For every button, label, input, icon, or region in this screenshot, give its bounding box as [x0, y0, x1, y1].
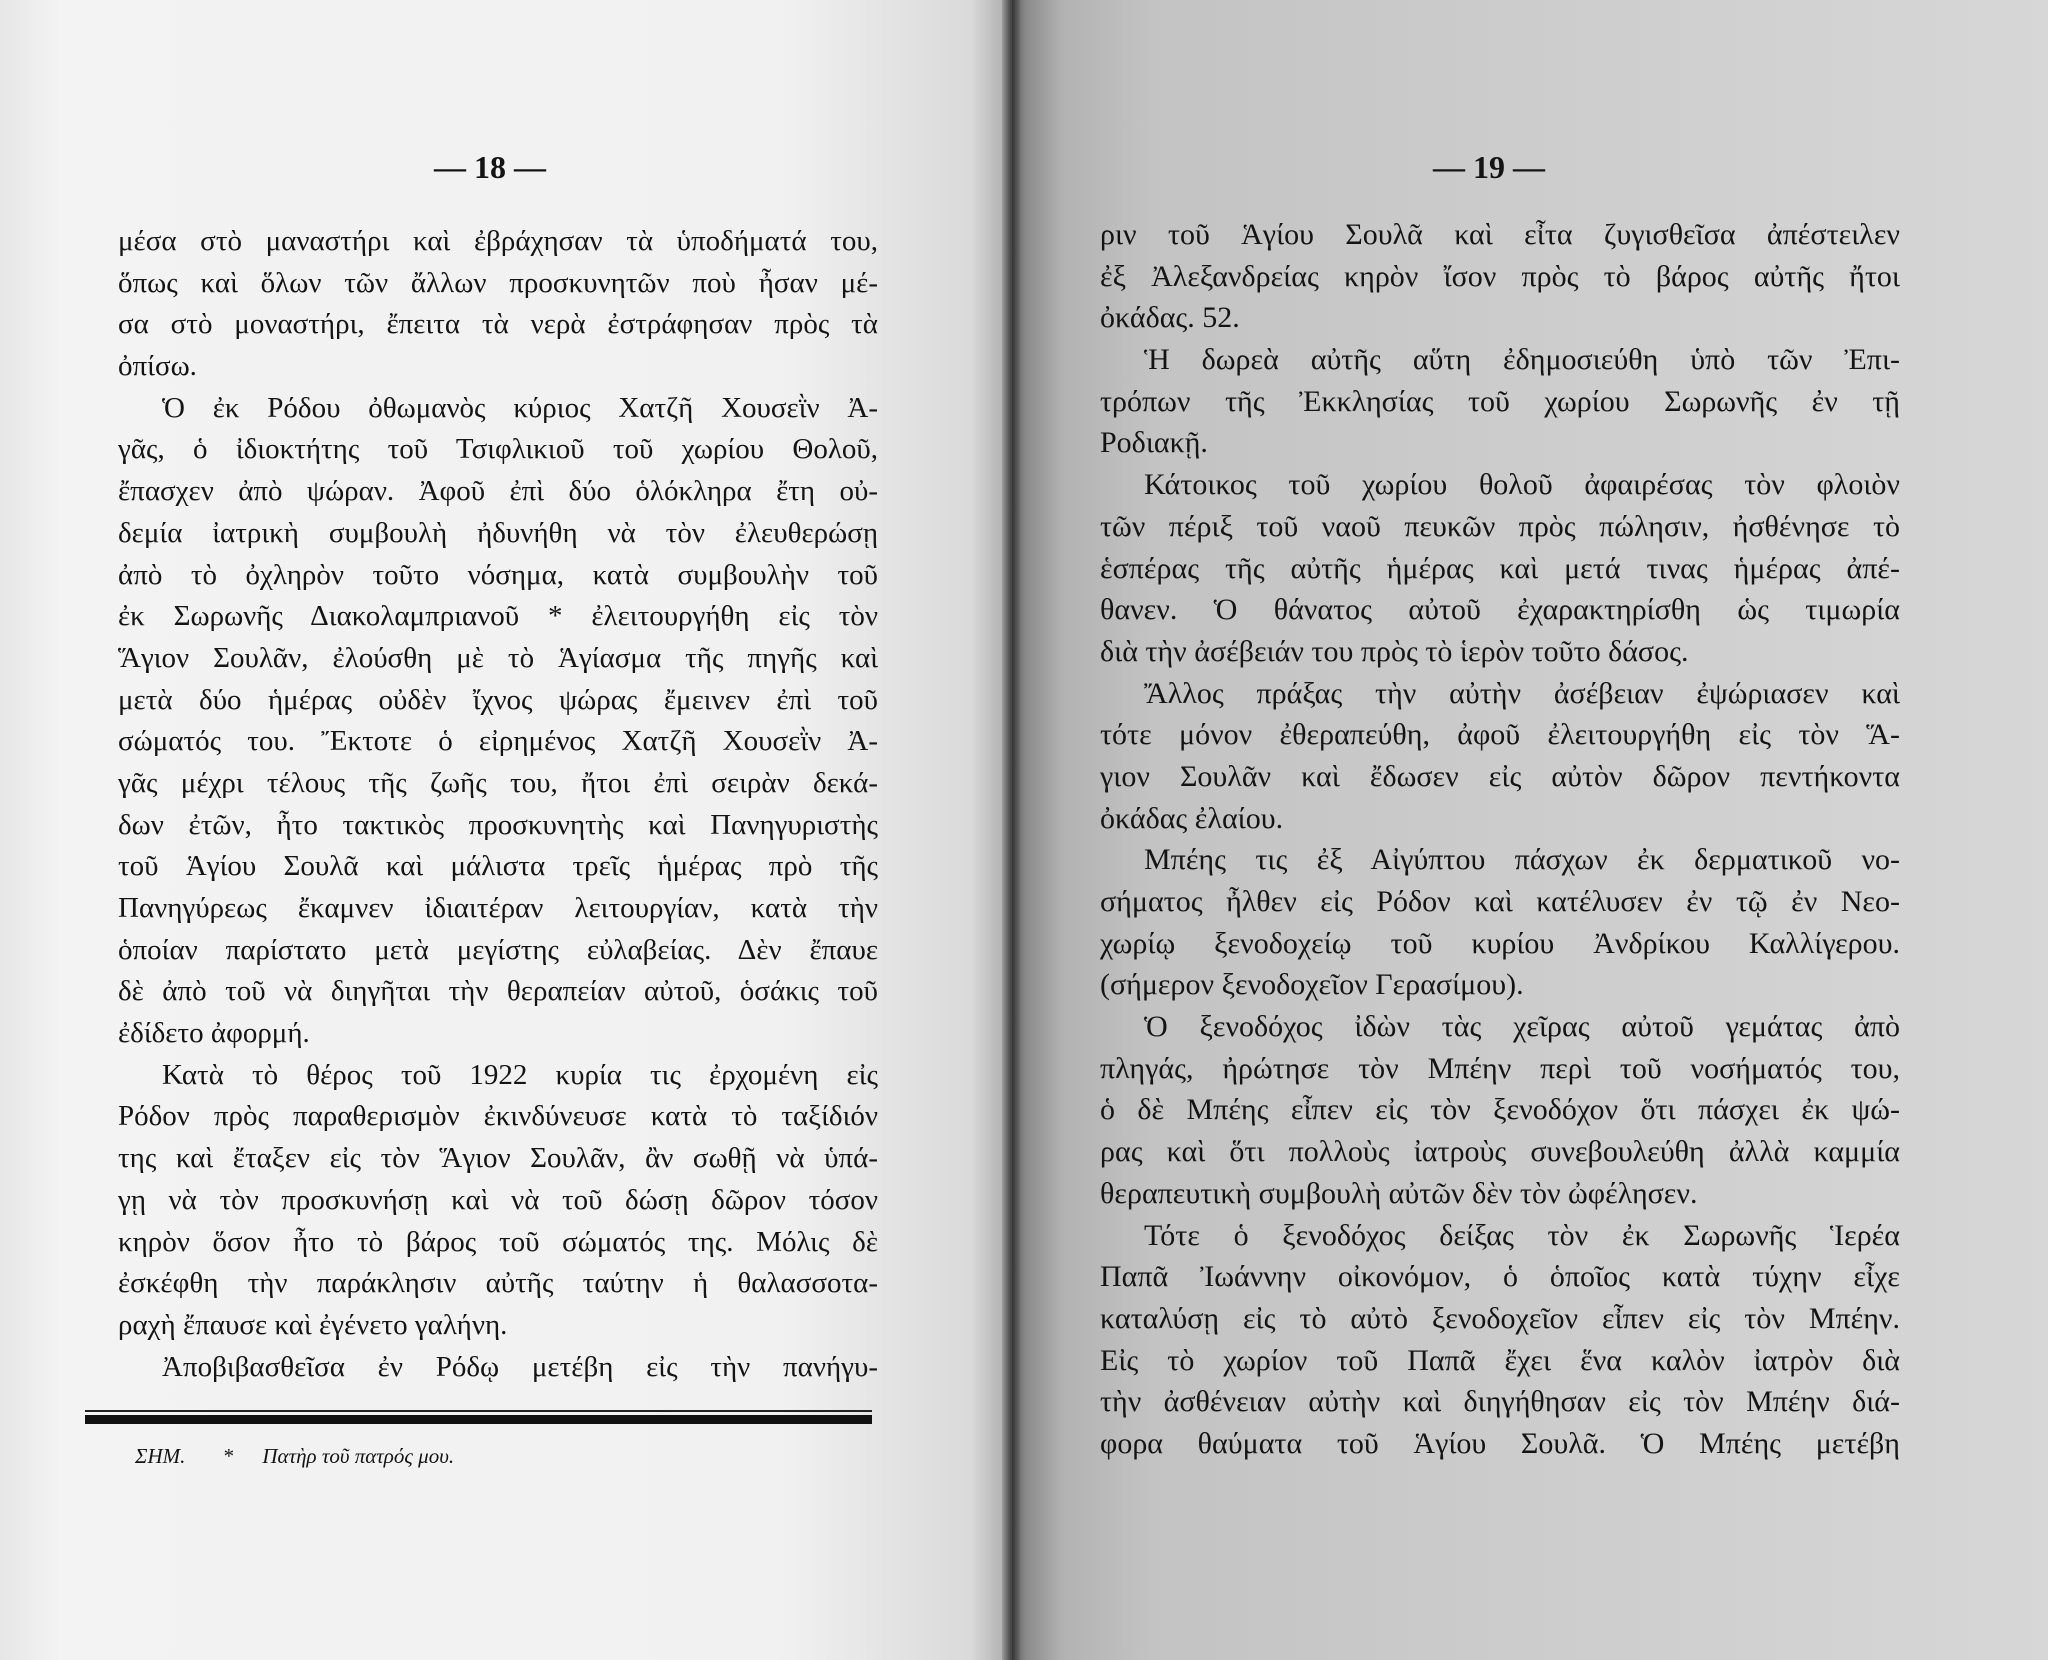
text-block	[118, 221, 878, 1388]
paragraph	[1100, 339, 1900, 464]
text-line: Ἡ δωρεὰ αὐτῆς αὕτη ἐδημοσιεύθη ὑπὸ τῶν Ἐπι-	[1144, 343, 1900, 377]
text-line: δὲ ἀπὸ τοῦ νὰ διηγῆται τὴν θεραπείαν αὐτοῦ, ὁσάκις τοῦ	[118, 975, 878, 1008]
text-line: πληγάς, ἠρώτησε τὸν Μπέην περὶ τοῦ νοσήματός του,	[1100, 1051, 1900, 1085]
text-line: φορα θαύματα τοῦ Ἁγίου Σουλᾶ. Ὁ Μπέης μετέβη	[1100, 1426, 1900, 1460]
text-line: ριν τοῦ Ἁγίου Σουλᾶ καὶ εἶτα ζυγισθεῖσα ἀπέστειλεν	[1100, 218, 1900, 251]
text-line: θανεν. Ὁ θάνατος αὐτοῦ ἐχαρακτηρίσθη ὡς τιμωρία	[1100, 593, 1900, 627]
text-line: Τότε ὁ ξενοδόχος δείξας τὸν ἐκ Σωρωνῆς Ἱερέα	[1144, 1218, 1900, 1252]
text-line: Ροδιακῇ.	[1100, 426, 1208, 460]
text-line: γῃ νὰ τὸν προσκυνήσῃ καὶ νὰ τοῦ δώσῃ δῶρον τόσον	[118, 1183, 878, 1216]
text-line: Ἄλλος πράξας τὴν αὐτὴν ἀσέβειαν ἐψώριασεν καὶ	[1144, 676, 1900, 710]
footnote-label: ΣΗΜ.	[135, 1444, 186, 1468]
text-line: Παπᾶ Ἰωάννην οἰκονόμον, ὁ ὁποῖος κατὰ τύχην εἶχε	[1100, 1260, 1900, 1294]
text-line: μέσα στὸ μαναστήρι καὶ ἐβράχησαν τὰ ὑποδήματά του,	[118, 225, 878, 257]
paragraph	[118, 1347, 878, 1389]
footnote-rule	[85, 1410, 872, 1426]
text-line: Πανηγύρεως ἔκαμνεν ἰδιαιτέραν λειτουργίαν, κατὰ τὴν	[118, 892, 878, 924]
paragraph	[1100, 464, 1900, 672]
page-number: — 19 —	[1433, 149, 1545, 185]
footnote-rule-thick	[85, 1415, 872, 1424]
text-line: δεμία ἰατρικὴ συμβουλὴ ἠδυνήθη νὰ τὸν ἐλευθερώσῃ	[118, 516, 878, 549]
text-line: γιον Σουλᾶν καὶ ἔδωσεν εἰς αὐτὸν δῶρον πεντήκοντα	[1100, 759, 1900, 793]
text-line: γᾶς, ὁ ἰδιοκτήτης τοῦ Τσιφλικιοῦ τοῦ χωρίου Θολοῦ,	[118, 433, 878, 466]
text-line: ὁποίαν παρίστατο μετὰ μεγίστης εὐλαβείας. Δὲν ἔπαυε	[118, 933, 878, 966]
text-line: ἐξ Ἀλεξανδρείας κηρὸν ἴσον πρὸς τὸ βάρος αὐτῆς ἤτοι	[1100, 259, 1900, 293]
text-line: τὴν ἀσθένειαν αὐτὴν καὶ διηγήθησαν εἰς τὸν Μπέην διά-	[1100, 1385, 1900, 1419]
paragraph	[1100, 1006, 1900, 1214]
text-line: διὰ τὴν ἀσέβειάν του πρὸς τὸ ἱερὸν τοῦτο δάσος.	[1100, 634, 1689, 668]
footnote	[135, 1441, 454, 1471]
text-line: Ἅγιον Σουλᾶν, ἐλούσθη μὲ τὸ Ἁγίασμα τῆς πηγῆς καὶ	[118, 641, 878, 674]
text-line: Εἰς τὸ χωρίον τοῦ Παπᾶ ἔχει ἕνα καλὸν ἰατρὸν διὰ	[1100, 1343, 1900, 1377]
text-line: χωρίῳ ξενοδοχείῳ τοῦ κυρίου Ἀνδρίκου Καλλίγερου.	[1100, 926, 1900, 960]
text-line: Κατὰ τὸ θέρος τοῦ 1922 κυρία τις ἐρχομένη εἰς	[162, 1058, 878, 1091]
text-line: ὀκάδας ἐλαίου.	[1100, 801, 1284, 835]
page-number: — 18 —	[434, 149, 546, 185]
text-line: μετὰ δύο ἡμέρας οὐδὲν ἴχνος ψώρας ἔμεινεν ἐπὶ τοῦ	[118, 683, 878, 716]
text-line: ὁ δὲ Μπέης εἶπεν εἰς τὸν ξενοδόχον ὅτι πάσχει ἐκ ψώ-	[1100, 1093, 1900, 1127]
text-line: ἑσπέρας τῆς αὐτῆς ἡμέρας καὶ μετά τινας ἡμέρας ἀπέ-	[1100, 551, 1900, 585]
text-line: Ρόδον πρὸς παραθερισμὸν ἐκινδύνευσε κατὰ τὸ ταξίδιόν	[118, 1100, 878, 1133]
right-page	[1012, 0, 2048, 1660]
footnote-rule-thin	[85, 1410, 872, 1412]
text-line: σώματός του. Ἔκτοτε ὁ εἰρημένος Χατζῆ Χουσεῒν Ἀ-	[118, 725, 878, 758]
paragraph	[1100, 839, 1900, 1006]
paragraph	[1100, 1215, 1900, 1465]
text-line: δων ἐτῶν, ἦτο τακτικὸς προσκυνητὴς καὶ Πανηγυριστὴς	[118, 808, 878, 841]
text-line: ἔπασχεν ἀπὸ ψώραν. Ἀφοῦ ἐπὶ δύο ὁλόκληρα ἔτη οὐ-	[118, 475, 878, 508]
text-line: Ὁ ἐκ Ρόδου ὀθωμανὸς κύριος Χατζῆ Χουσεῒν Ἀ-	[162, 391, 878, 424]
book-gutter	[1002, 0, 1020, 1660]
text-line: ἐδίδετο ἀφορμή.	[118, 1017, 310, 1050]
text-line: Μπέης τις ἐξ Αἰγύπτου πάσχων ἐκ δερματικοῦ νο-	[1144, 843, 1900, 877]
text-line: (σήμερον ξενοδοχεῖον Γερασίμου).	[1100, 968, 1524, 1002]
left-page	[0, 0, 1012, 1660]
text-line: ὀπίσω.	[118, 350, 197, 383]
text-line: της καὶ ἔταξεν εἰς τὸν Ἅγιον Σουλᾶν, ἂν σωθῇ νὰ ὑπά-	[118, 1142, 878, 1175]
text-line: γᾶς μέχρι τέλους τῆς ζωῆς του, ἤτοι ἐπὶ σειρὰν δεκά-	[118, 766, 878, 799]
text-line: ἀπὸ τὸ ὀχληρὸν τοῦτο νόσημα, κατὰ συμβουλὴν τοῦ	[118, 558, 878, 591]
text-line: ὀκάδας. 52.	[1100, 301, 1240, 335]
paragraph	[118, 1055, 878, 1347]
paragraph	[118, 388, 878, 1055]
text-line: Κάτοικος τοῦ χωρίου θολοῦ ἀφαιρέσας τὸν φλοιὸν	[1144, 468, 1900, 502]
text-line: σα στὸ μοναστήρι, ἔπειτα τὰ νερὰ ἐστράφησαν πρὸς τὰ	[118, 308, 878, 341]
text-line: καταλύσῃ εἰς τὸ αὐτὸ ξενοδοχεῖον εἶπεν εἰς τὸν Μπέην.	[1100, 1301, 1900, 1335]
text-line: Ὁ ξενοδόχος ἰδὼν τὰς χεῖρας αὐτοῦ γεμάτας ἀπὸ	[1144, 1010, 1900, 1044]
text-line: τοῦ Ἁγίου Σουλᾶ καὶ μάλιστα τρεῖς ἡμέρας πρὸ τῆς	[118, 850, 878, 883]
paragraph	[118, 221, 878, 388]
text-line: ἐσκέφθη τὴν παράκλησιν αὐτῆς ταύτην ἡ θαλασσοτα-	[118, 1267, 878, 1300]
footnote-marker: *	[222, 1444, 234, 1468]
text-line: σήματος ἦλθεν εἰς Ρόδον καὶ κατέλυσεν ἐν τῷ ἐν Νεο-	[1100, 885, 1900, 918]
footnote-text: Πατὴρ τοῦ πατρός μου.	[262, 1444, 455, 1468]
text-line: τρόπων τῆς Ἐκκλησίας τοῦ χωρίου Σωρωνῆς ἐν τῇ	[1100, 384, 1900, 418]
text-line: κηρὸν ὅσον ἦτο τὸ βάρος τοῦ σώματός της. Μόλις δὲ	[118, 1225, 878, 1258]
paragraph	[1100, 214, 1900, 339]
text-line: τότε μόνον ἐθεραπεύθη, ἀφοῦ ἐλειτουργήθη εἰς τὸν Ἅ-	[1100, 718, 1900, 752]
text-line: ἐκ Σωρωνῆς Διακολαμπριανοῦ * ἐλειτουργήθη εἰς τὸν	[118, 600, 878, 633]
text-line: ὅπως καὶ ὅλων τῶν ἄλλων προσκυνητῶν ποὺ ἦσαν μέ-	[118, 266, 878, 299]
text-block	[1100, 214, 1900, 1465]
text-line: ρας καὶ ὅτι πολλοὺς ἰατροὺς συνεβουλεύθη ἀλλὰ καμμία	[1100, 1135, 1900, 1169]
text-line: Ἀποβιβασθεῖσα ἐν Ρόδῳ μετέβη εἰς τὴν πανήγυ-	[162, 1350, 878, 1383]
text-line: τῶν πέριξ τοῦ ναοῦ πευκῶν πρὸς πώλησιν, ἠσθένησε τὸ	[1100, 509, 1900, 543]
text-line: θεραπευτικὴ συμβουλὴ αὐτῶν δὲν τὸν ὠφέλησεν.	[1100, 1176, 1698, 1210]
paragraph	[1100, 673, 1900, 840]
text-line: ραχὴ ἔπαυσε καὶ ἐγένετο γαλήνη.	[118, 1308, 508, 1341]
